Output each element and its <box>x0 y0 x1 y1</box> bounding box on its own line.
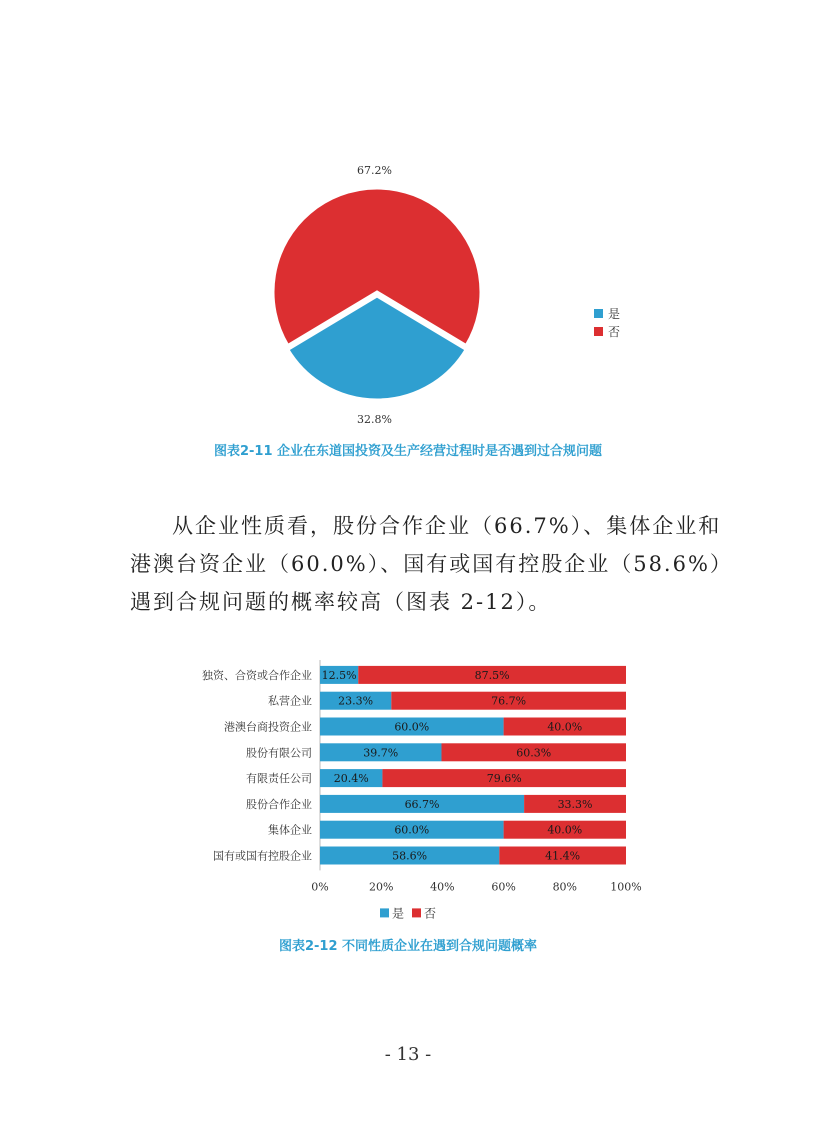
data-label: 87.5% <box>474 668 510 682</box>
body-paragraph <box>130 507 733 621</box>
data-label: 40.0% <box>547 823 583 837</box>
category-label: 股份合作企业 <box>246 797 312 811</box>
legend-swatch-yes <box>594 309 603 318</box>
bar-legend-label: 否 <box>424 906 437 921</box>
legend-swatch-no <box>594 327 603 336</box>
x-tick-label: 100% <box>610 880 642 894</box>
category-label: 私营企业 <box>268 694 312 708</box>
stacked-bar-chart <box>0 650 816 930</box>
category-label: 集体企业 <box>268 823 312 837</box>
data-label: 23.3% <box>338 694 374 708</box>
figure-caption-2-12: 图表2-12 不同性质企业在遇到合规问题概率 <box>278 939 538 954</box>
figure-caption-2-11: 图表2-11 企业在东道国投资及生产经营过程时是否遇到过合规问题 <box>213 444 603 459</box>
data-label: 33.3% <box>557 797 593 811</box>
legend-label-yes: 是 <box>608 306 621 321</box>
data-label: 66.7% <box>404 797 440 811</box>
data-label: 39.7% <box>363 746 399 760</box>
x-tick-label: 0% <box>311 880 329 894</box>
data-label: 60.0% <box>394 720 430 734</box>
category-label: 有限责任公司 <box>246 772 312 786</box>
pie-label-yes: 32.8% <box>357 413 392 426</box>
data-label: 60.0% <box>394 823 430 837</box>
pie-legend <box>594 304 620 340</box>
legend-item-no <box>594 322 620 340</box>
bar-legend-swatch-yes <box>380 908 389 917</box>
data-label: 41.4% <box>545 849 581 863</box>
pie-label-no: 67.2% <box>357 164 392 177</box>
paragraph-line-3: 遇到合规问题的概率较高（图表 2-12）。 <box>130 590 552 614</box>
x-tick-label: 80% <box>552 880 578 894</box>
bar-legend-label: 是 <box>392 906 405 921</box>
category-label: 股份有限公司 <box>246 746 312 760</box>
category-label: 国有或国有控股企业 <box>213 849 312 863</box>
category-label: 独资、合资或合作企业 <box>202 668 312 682</box>
pie-chart <box>0 0 816 440</box>
data-label: 60.3% <box>516 746 552 760</box>
data-label: 58.6% <box>392 849 428 863</box>
page-number: - 13 - <box>384 1044 432 1065</box>
legend-label-no: 否 <box>608 324 621 339</box>
data-label: 76.7% <box>491 694 527 708</box>
paragraph-line-1: 从企业性质看，股份合作企业（66.7%）、集体企业和 <box>172 514 722 538</box>
x-tick-label: 60% <box>491 880 516 894</box>
data-label: 20.4% <box>333 772 369 786</box>
paragraph-line-2: 港澳台资企业（60.0%）、国有或国有控股企业（58.6%） <box>130 552 733 576</box>
x-tick-label: 20% <box>368 880 394 894</box>
legend-item-yes <box>594 304 620 322</box>
data-label: 40.0% <box>547 720 583 734</box>
category-label: 港澳台商投资企业 <box>224 720 312 734</box>
x-tick-label: 40% <box>430 880 455 894</box>
data-label: 12.5% <box>321 668 357 682</box>
bar-legend-swatch-no <box>412 908 421 917</box>
data-label: 79.6% <box>486 772 522 786</box>
